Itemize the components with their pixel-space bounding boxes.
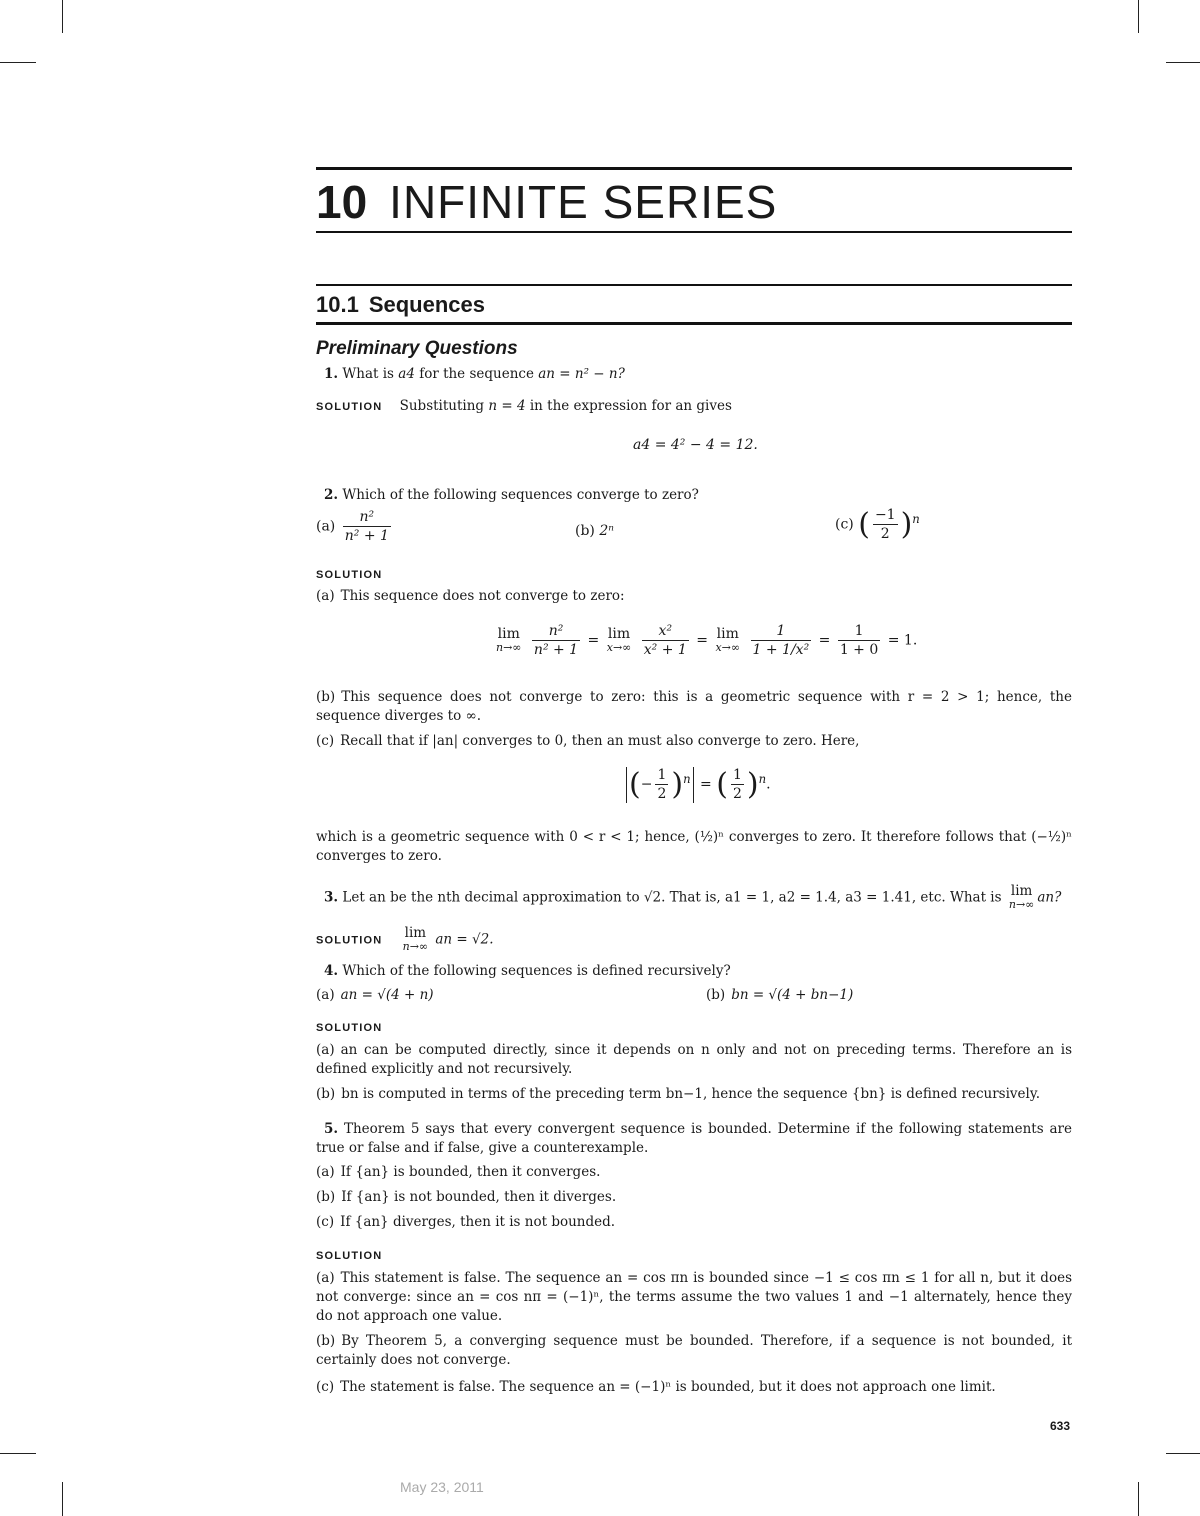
question-1-n-value: n = 4 <box>488 398 526 414</box>
limit-fraction-1 <box>532 622 580 659</box>
solution-b-label: (b) <box>316 1333 336 1349</box>
question-2-limit-equation: lim n→∞ $\frac{\text{n²}}{\text{n² + 1}}$ = lim x→∞ $\frac{\text{x²}}{\text{x² + 1}}$ = lim x→∞ $\frac{1}{\text{1 + 1/x²}}$ = $\frac{1}{1 + 0}$ = 1. <box>496 623 918 658</box>
question-4-number: 4. <box>324 963 339 979</box>
abs-bar-right <box>693 767 694 803</box>
question-2-solution-a <box>316 587 625 606</box>
question-1-sequence: an = n² − n? <box>538 366 625 382</box>
question-4-text: Which of the following sequences is defined recursively? <box>342 963 731 979</box>
statement-b-label: (b) <box>316 1189 336 1205</box>
question-2-solution-c-continued: which is a geometric sequence with 0 < r < 1; hence, (½)ⁿ converges to zero. It therefore follows that (−½)ⁿ converges to zero. <box>316 829 1072 864</box>
solution-b-text: bn is computed in terms of the preceding term bn−1, hence the sequence {bn} is defined recursively. <box>341 1086 1040 1102</box>
question-4-option-b <box>706 986 853 1005</box>
option-a-label: (a) <box>316 987 335 1003</box>
question-1-solution-text-a: Substituting <box>399 398 489 414</box>
crop-mark-top-right-horizontal <box>1166 62 1200 63</box>
limit-word: lim <box>497 625 520 642</box>
solution-c-text: The statement is false. The sequence an = (−1)ⁿ is bounded, but it does not approach one limit. <box>340 1379 996 1395</box>
solution-label: SOLUTION <box>316 1022 383 1034</box>
question-1-solution-text-b: in the expression for an gives <box>525 398 732 414</box>
option-c-numerator: −1 <box>874 507 896 523</box>
crop-mark-top-left-vertical <box>62 0 63 33</box>
question-3-limit-expression: an? <box>1037 889 1062 906</box>
fraction-2-denominator: x² + 1 <box>643 642 687 658</box>
limit-subscript-n: n→∞ <box>402 940 429 953</box>
question-5-number: 5. <box>324 1121 339 1137</box>
fraction-3-denominator: 1 + 1/x² <box>752 642 810 658</box>
question-4-option-a <box>316 986 434 1005</box>
solution-a-label: (a) <box>316 1270 335 1286</box>
question-5-solution-b <box>316 1332 1072 1370</box>
limit-fraction-2 <box>642 622 689 659</box>
crop-mark-bottom-right-horizontal <box>1166 1453 1200 1454</box>
abs-exponent-2: n <box>758 771 767 786</box>
question-5-statement-c <box>316 1213 615 1232</box>
solution-a-label: (a) <box>316 1042 335 1058</box>
question-3-limit <box>1009 884 1034 912</box>
solution-b-label: (b) <box>316 1086 336 1102</box>
fraction-4-numerator: 1 <box>854 623 864 639</box>
question-1-number: 1. <box>324 366 339 382</box>
limit-subscript-x: x→∞ <box>715 640 741 654</box>
solution-a-label: (a) <box>316 588 335 604</box>
question-4-solution-b <box>316 1085 1040 1104</box>
limit-fraction-3 <box>751 622 812 659</box>
abs-fraction-2 <box>731 766 744 803</box>
question-5-statement-a <box>316 1163 600 1182</box>
question-3-text: Let an be the nth decimal approximation to √2. That is, a1 = 1, a2 = 1.4, a3 = 1.41, etc. What is <box>342 889 1002 906</box>
solution-a-text: This statement is false. The sequence an = cos πn is bounded since −1 ≤ cos πn ≤ 1 for all n, but it does not converge: since an = cos nπ = (−1)ⁿ, the terms assume the two values 1 and −1 alternately, hence they do not approach one value. <box>316 1270 1072 1324</box>
question-3-solution-limit <box>403 926 428 954</box>
chapter-heading <box>316 176 777 228</box>
option-c-label: (c) <box>835 516 854 533</box>
question-3-number: 3. <box>324 889 339 906</box>
solution-c-text: Recall that if |an| converges to 0, then an must also converge to zero. Here, <box>340 733 860 749</box>
statement-b-text: If {an} is not bounded, then it diverges. <box>341 1189 617 1205</box>
crop-mark-bottom-right-vertical <box>1138 1482 1139 1516</box>
crop-mark-bottom-left-vertical <box>62 1482 63 1516</box>
limit-result: = 1. <box>887 632 918 649</box>
solution-label: SOLUTION <box>316 934 383 947</box>
abs-bar-left <box>626 767 627 803</box>
option-c-paren-close: ) <box>900 507 913 542</box>
statement-a-label: (a) <box>316 1164 335 1180</box>
limit-subscript-n: n→∞ <box>1008 898 1035 911</box>
chapter-title: INFINITE SERIES <box>389 176 778 228</box>
question-1-text-b: for the sequence <box>414 366 539 382</box>
question-3-solution-value: an = √2. <box>435 931 494 948</box>
option-b-label: (b) <box>575 523 595 539</box>
question-2-abs-equation: (− $\frac{1}{2}$ )$^n$ = ( $\frac{1}{2}$ )$^n$. <box>624 766 771 803</box>
fraction-4-denominator: 1 + 0 <box>839 642 879 658</box>
fraction-3-numerator: 1 <box>776 623 786 639</box>
question-5-solution-c <box>316 1378 996 1397</box>
fraction-2-numerator: x² <box>658 623 673 639</box>
limit-fraction-4 <box>838 622 880 659</box>
question-1-solution <box>316 397 732 417</box>
section-rule-bottom <box>316 322 1072 325</box>
option-b-value: bn = √(4 + bn−1) <box>731 987 854 1003</box>
option-c-exponent: n <box>912 511 920 526</box>
question-5-statement-b <box>316 1188 616 1207</box>
option-a-numerator: n² <box>359 509 375 525</box>
question-3-solution <box>316 926 494 954</box>
crop-mark-top-left-horizontal <box>0 62 36 63</box>
abs-fraction-2-numerator: 1 <box>732 767 742 783</box>
fraction-1-numerator: n² <box>548 623 564 639</box>
solution-label: SOLUTION <box>316 569 383 581</box>
abs-fraction-1 <box>655 766 668 803</box>
question-2 <box>324 486 699 505</box>
question-1-a4: a4 <box>398 366 415 382</box>
option-a-label: (a) <box>316 518 336 535</box>
option-b-label: (b) <box>706 987 726 1003</box>
question-1-result: a4 = 4² − 4 = 12. <box>633 437 758 453</box>
option-b-value: 2ⁿ <box>599 523 614 539</box>
limit-x-2 <box>715 627 740 655</box>
subsection-title: Preliminary Questions <box>316 338 518 359</box>
option-a-value: an = √(4 + n) <box>340 987 434 1003</box>
crop-mark-top-right-vertical <box>1138 0 1139 33</box>
crop-mark-bottom-left-horizontal <box>0 1453 36 1454</box>
question-2-option-c <box>835 506 920 543</box>
print-date: May 23, 2011 <box>400 1479 484 1495</box>
abs-fraction-1-denominator: 2 <box>657 786 667 802</box>
abs-fraction-2-denominator: 2 <box>732 786 742 802</box>
question-2-option-b <box>575 523 614 539</box>
solution-b-label: (b) <box>316 689 336 705</box>
question-5 <box>316 1120 1072 1158</box>
question-5-solution-a <box>316 1269 1072 1326</box>
question-4 <box>324 962 731 981</box>
section-title: Sequences <box>368 292 485 317</box>
solution-label: SOLUTION <box>316 401 383 413</box>
statement-c-label: (c) <box>316 1214 335 1230</box>
solution-a-text: an can be computed directly, since it depends on n only and not on preceding terms. Therefore an is defined explicitly and not recursively. <box>316 1042 1072 1077</box>
solution-c-label: (c) <box>316 1379 335 1395</box>
limit-subscript-n: n→∞ <box>496 640 522 654</box>
question-4-solution-label <box>316 1018 382 1038</box>
question-5-solution-label <box>316 1246 382 1266</box>
option-c-paren-open: ( <box>858 507 870 542</box>
chapter-number: 10 <box>316 176 368 228</box>
section-rule-top <box>316 284 1072 286</box>
page-number: 633 <box>1050 1419 1071 1433</box>
question-2-solution-c <box>316 732 859 751</box>
limit-subscript-x: x→∞ <box>606 640 632 654</box>
limit-word: lim <box>1010 883 1033 899</box>
section-heading <box>316 292 485 318</box>
question-2-solution-label <box>316 565 382 585</box>
limit-word: lim <box>716 625 739 642</box>
solution-a-text: This sequence does not converge to zero: <box>340 588 625 604</box>
question-2-option-a <box>316 508 394 545</box>
option-a-denominator: n² + 1 <box>344 528 389 544</box>
question-4-solution-a <box>316 1041 1072 1079</box>
option-c-denominator: 2 <box>873 524 898 543</box>
limit-n <box>496 627 521 655</box>
abs-fraction-1-numerator: 1 <box>657 767 667 783</box>
question-2-text: Which of the following sequences converge to zero? <box>342 487 699 503</box>
question-2-number: 2. <box>324 487 339 503</box>
question-3 <box>324 884 1061 912</box>
chapter-rule-bottom <box>316 231 1072 233</box>
question-1-text-a: What is <box>342 366 399 382</box>
statement-c-text: If {an} diverges, then it is not bounded. <box>340 1214 616 1230</box>
section-number: 10.1 <box>316 292 359 317</box>
option-c-fraction <box>873 506 898 543</box>
limit-word: lim <box>404 925 427 941</box>
question-5-text: Theorem 5 says that every convergent sequence is bounded. Determine if the following statements are true or false and if false, give a counterexample. <box>316 1121 1072 1156</box>
option-a-fraction <box>343 508 391 545</box>
statement-a-text: If {an} is bounded, then it converges. <box>340 1164 601 1180</box>
solution-b-text: This sequence does not converge to zero: this is a geometric sequence with r = 2 > 1; hence, the sequence diverges to ∞. <box>316 689 1072 724</box>
question-2-solution-b <box>316 688 1072 726</box>
abs-exponent-1: n <box>683 771 691 786</box>
solution-b-text: By Theorem 5, a converging sequence must be bounded. Therefore, if a sequence is not bounded, it certainly does not converge. <box>316 1333 1072 1368</box>
fraction-1-denominator: n² + 1 <box>533 642 579 658</box>
limit-word: lim <box>607 625 631 642</box>
solution-label: SOLUTION <box>316 1250 383 1262</box>
limit-x <box>607 627 632 655</box>
solution-c-label: (c) <box>316 733 335 749</box>
question-1 <box>324 365 625 384</box>
chapter-rule-top <box>316 167 1072 170</box>
